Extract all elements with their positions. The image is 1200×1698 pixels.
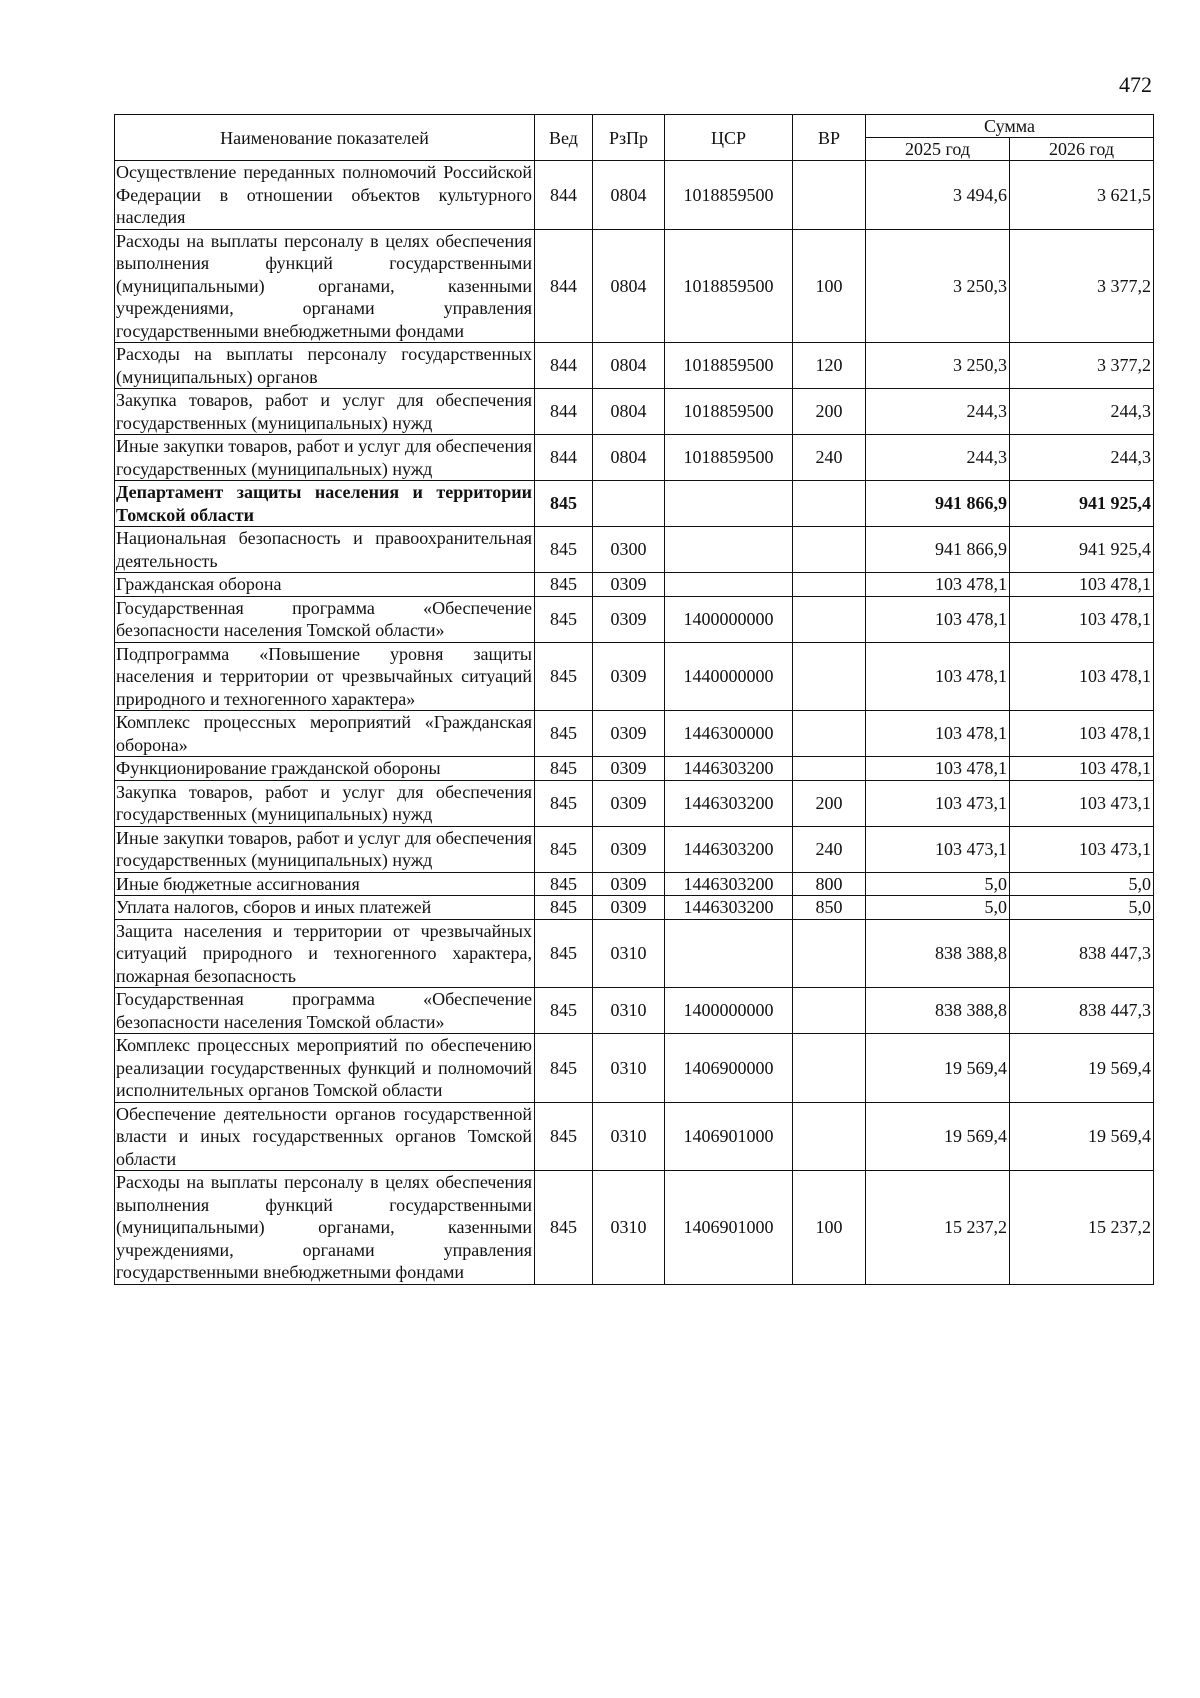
row-name: Расходы на выплаты персоналу в целях обеспечения выполнения функций государственными (муниципальными) органами, казенными учреждениями, органами управления государственными внебюджетными фондами: [115, 229, 535, 343]
table-row: [115, 988, 1154, 1034]
row-vr: 240: [793, 435, 866, 481]
row-vr: [793, 161, 866, 230]
table-row: [115, 435, 1154, 481]
table-row: [115, 711, 1154, 757]
table-row: [115, 896, 1154, 920]
row-rzpr: 0310: [593, 1034, 665, 1103]
row-vr: 200: [793, 780, 866, 826]
row-rzpr: 0804: [593, 161, 665, 230]
row-amount-2026: 103 478,1: [1010, 573, 1154, 597]
table-row: [115, 919, 1154, 988]
row-csr: 1018859500: [665, 229, 793, 343]
page-number: 472: [1119, 72, 1152, 97]
table-row: [115, 757, 1154, 781]
row-amount-2025: 941 866,9: [866, 527, 1010, 573]
table-row: [115, 389, 1154, 435]
row-amount-2026: 19 569,4: [1010, 1102, 1154, 1171]
row-amount-2026: 103 478,1: [1010, 757, 1154, 781]
header-ved: Вед: [535, 115, 593, 161]
row-amount-2026: 838 447,3: [1010, 919, 1154, 988]
row-amount-2025: 3 250,3: [866, 343, 1010, 389]
row-name: Защита населения и территории от чрезвычайных ситуаций природного и техногенного характера, пожарная безопасность: [115, 919, 535, 988]
row-ved: 845: [535, 1034, 593, 1103]
row-rzpr: 0309: [593, 573, 665, 597]
row-name: Закупка товаров, работ и услуг для обеспечения государственных (муниципальных) нужд: [115, 780, 535, 826]
row-amount-2025: 3 494,6: [866, 161, 1010, 230]
row-amount-2025: 838 388,8: [866, 919, 1010, 988]
table-row: [115, 161, 1154, 230]
row-rzpr: 0804: [593, 389, 665, 435]
row-csr: 1406901000: [665, 1102, 793, 1171]
row-amount-2026: 5,0: [1010, 872, 1154, 896]
row-ved: 845: [535, 711, 593, 757]
row-name: Иные закупки товаров, работ и услуг для обеспечения государственных (муниципальных) нужд: [115, 435, 535, 481]
row-ved: 845: [535, 780, 593, 826]
row-csr: 1440000000: [665, 642, 793, 711]
row-ved: 845: [535, 826, 593, 872]
row-rzpr: 0300: [593, 527, 665, 573]
row-amount-2026: 103 473,1: [1010, 826, 1154, 872]
header-year-2026: 2026 год: [1010, 138, 1154, 161]
row-vr: [793, 988, 866, 1034]
row-amount-2025: 103 478,1: [866, 573, 1010, 597]
row-name: Государственная программа «Обеспечение безопасности населения Томской области»: [115, 596, 535, 642]
row-vr: 120: [793, 343, 866, 389]
row-rzpr: 0309: [593, 780, 665, 826]
row-rzpr: 0309: [593, 711, 665, 757]
row-name: Государственная программа «Обеспечение безопасности населения Томской области»: [115, 988, 535, 1034]
row-amount-2026: 5,0: [1010, 896, 1154, 920]
row-amount-2026: 838 447,3: [1010, 988, 1154, 1034]
row-amount-2025: 103 473,1: [866, 780, 1010, 826]
row-csr: [665, 919, 793, 988]
row-amount-2025: 19 569,4: [866, 1034, 1010, 1103]
row-amount-2025: 941 866,9: [866, 481, 1010, 527]
row-ved: 845: [535, 1102, 593, 1171]
row-ved: 845: [535, 872, 593, 896]
row-rzpr: 0310: [593, 1102, 665, 1171]
row-amount-2026: 3 621,5: [1010, 161, 1154, 230]
table-row: [115, 596, 1154, 642]
budget-table: [114, 114, 1154, 1285]
row-amount-2026: 19 569,4: [1010, 1034, 1154, 1103]
header-rzpr: РзПр: [593, 115, 665, 161]
row-amount-2026: 103 478,1: [1010, 596, 1154, 642]
row-ved: 845: [535, 527, 593, 573]
table-row: [115, 343, 1154, 389]
row-amount-2025: 103 473,1: [866, 826, 1010, 872]
row-name: Закупка товаров, работ и услуг для обеспечения государственных (муниципальных) нужд: [115, 389, 535, 435]
row-name: Функционирование гражданской обороны: [115, 757, 535, 781]
header-csr: ЦСР: [665, 115, 793, 161]
row-vr: [793, 757, 866, 781]
row-rzpr: 0309: [593, 872, 665, 896]
row-vr: [793, 573, 866, 597]
row-ved: 844: [535, 343, 593, 389]
table-row: [115, 642, 1154, 711]
row-vr: 100: [793, 1171, 866, 1285]
row-amount-2026: 3 377,2: [1010, 229, 1154, 343]
row-amount-2025: 103 478,1: [866, 642, 1010, 711]
row-vr: [793, 919, 866, 988]
row-amount-2026: 941 925,4: [1010, 481, 1154, 527]
header-name: Наименование показателей: [115, 115, 535, 161]
row-vr: [793, 481, 866, 527]
row-amount-2026: 103 473,1: [1010, 780, 1154, 826]
row-csr: 1446303200: [665, 896, 793, 920]
table-row: [115, 1171, 1154, 1285]
row-rzpr: 0804: [593, 343, 665, 389]
row-vr: 200: [793, 389, 866, 435]
row-amount-2026: 3 377,2: [1010, 343, 1154, 389]
row-vr: 850: [793, 896, 866, 920]
row-amount-2026: 941 925,4: [1010, 527, 1154, 573]
row-amount-2025: 103 478,1: [866, 711, 1010, 757]
row-csr: 1446303200: [665, 757, 793, 781]
header-year-2025: 2025 год: [866, 138, 1010, 161]
row-amount-2025: 103 478,1: [866, 757, 1010, 781]
row-name: Уплата налогов, сборов и иных платежей: [115, 896, 535, 920]
row-amount-2025: 5,0: [866, 896, 1010, 920]
table-row: [115, 780, 1154, 826]
row-name: Обеспечение деятельности органов государственной власти и иных государственных органов Томской области: [115, 1102, 535, 1171]
row-ved: 844: [535, 229, 593, 343]
row-amount-2025: 244,3: [866, 435, 1010, 481]
row-ved: 845: [535, 988, 593, 1034]
header-sum: Сумма: [866, 115, 1154, 138]
row-ved: 844: [535, 161, 593, 230]
row-name: Иные бюджетные ассигнования: [115, 872, 535, 896]
row-csr: 1018859500: [665, 343, 793, 389]
row-ved: 844: [535, 435, 593, 481]
row-rzpr: 0309: [593, 757, 665, 781]
row-csr: 1446303200: [665, 826, 793, 872]
row-rzpr: 0804: [593, 229, 665, 343]
row-ved: 845: [535, 919, 593, 988]
row-csr: [665, 527, 793, 573]
row-csr: 1446303200: [665, 872, 793, 896]
table-row: [115, 573, 1154, 597]
row-ved: 845: [535, 596, 593, 642]
row-ved: 845: [535, 1171, 593, 1285]
row-rzpr: 0804: [593, 435, 665, 481]
row-rzpr: 0309: [593, 896, 665, 920]
row-csr: 1400000000: [665, 596, 793, 642]
row-amount-2025: 3 250,3: [866, 229, 1010, 343]
row-vr: [793, 642, 866, 711]
row-name: Расходы на выплаты персоналу государственных (муниципальных) органов: [115, 343, 535, 389]
row-vr: [793, 1102, 866, 1171]
table-row: [115, 527, 1154, 573]
row-vr: [793, 1034, 866, 1103]
row-amount-2025: 244,3: [866, 389, 1010, 435]
row-amount-2025: 15 237,2: [866, 1171, 1010, 1285]
row-rzpr: 0309: [593, 642, 665, 711]
row-rzpr: [593, 481, 665, 527]
row-ved: 845: [535, 573, 593, 597]
row-amount-2025: 5,0: [866, 872, 1010, 896]
row-rzpr: 0310: [593, 988, 665, 1034]
row-amount-2026: 244,3: [1010, 435, 1154, 481]
row-csr: [665, 573, 793, 597]
row-amount-2025: 838 388,8: [866, 988, 1010, 1034]
header-row: [115, 115, 1154, 138]
row-ved: 845: [535, 481, 593, 527]
table-row: [115, 1034, 1154, 1103]
row-name: Подпрограмма «Повышение уровня защиты населения и территории от чрезвычайных ситуаций природного и техногенного характера»: [115, 642, 535, 711]
row-ved: 845: [535, 757, 593, 781]
row-csr: [665, 481, 793, 527]
row-ved: 845: [535, 642, 593, 711]
row-csr: 1018859500: [665, 161, 793, 230]
row-amount-2025: 19 569,4: [866, 1102, 1010, 1171]
row-csr: 1018859500: [665, 389, 793, 435]
row-amount-2026: 103 478,1: [1010, 711, 1154, 757]
row-name: Комплекс процессных мероприятий «Гражданская оборона»: [115, 711, 535, 757]
row-rzpr: 0309: [593, 596, 665, 642]
table-row: [115, 1102, 1154, 1171]
row-csr: 1406900000: [665, 1034, 793, 1103]
row-vr: 100: [793, 229, 866, 343]
row-name: Комплекс процессных мероприятий по обеспечению реализации государственных функций и полномочий исполнительных органов Томской области: [115, 1034, 535, 1103]
row-name: Национальная безопасность и правоохранительная деятельность: [115, 527, 535, 573]
row-csr: 1446303200: [665, 780, 793, 826]
row-csr: 1446300000: [665, 711, 793, 757]
header-vr: ВР: [793, 115, 866, 161]
row-csr: 1018859500: [665, 435, 793, 481]
row-vr: 240: [793, 826, 866, 872]
row-rzpr: 0310: [593, 1171, 665, 1285]
row-rzpr: 0309: [593, 826, 665, 872]
row-rzpr: 0310: [593, 919, 665, 988]
row-name: Расходы на выплаты персоналу в целях обеспечения выполнения функций государственными (муниципальными) органами, казенными учреждениями, органами управления государственными внебюджетными фондами: [115, 1171, 535, 1285]
row-name: Осуществление переданных полномочий Российской Федерации в отношении объектов культурного наследия: [115, 161, 535, 230]
row-csr: 1400000000: [665, 988, 793, 1034]
row-vr: [793, 711, 866, 757]
table-row: [115, 872, 1154, 896]
table-row: [115, 481, 1154, 527]
row-ved: 845: [535, 896, 593, 920]
row-vr: 800: [793, 872, 866, 896]
table-row: [115, 826, 1154, 872]
row-amount-2025: 103 478,1: [866, 596, 1010, 642]
row-ved: 844: [535, 389, 593, 435]
row-amount-2026: 15 237,2: [1010, 1171, 1154, 1285]
row-vr: [793, 596, 866, 642]
row-amount-2026: 244,3: [1010, 389, 1154, 435]
row-name: Гражданская оборона: [115, 573, 535, 597]
row-csr: 1406901000: [665, 1171, 793, 1285]
row-vr: [793, 527, 866, 573]
row-amount-2026: 103 478,1: [1010, 642, 1154, 711]
row-name: Иные закупки товаров, работ и услуг для обеспечения государственных (муниципальных) нужд: [115, 826, 535, 872]
table-row: [115, 229, 1154, 343]
row-name: Департамент защиты населения и территории Томской области: [115, 481, 535, 527]
